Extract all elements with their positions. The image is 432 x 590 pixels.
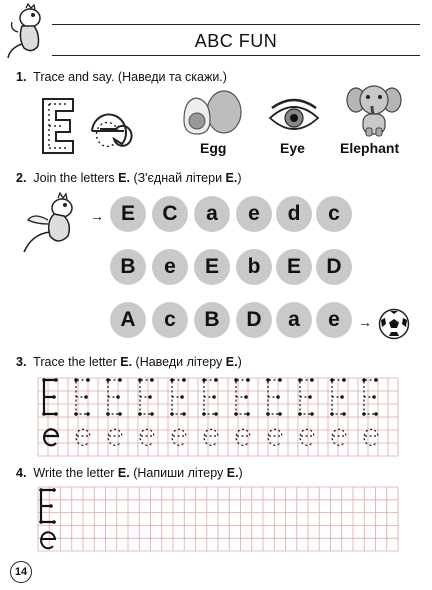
picture-label-egg: Egg [200,140,227,156]
egg-icon [180,90,244,138]
dragon-icon [18,192,82,256]
end-arrow-icon: → [358,314,372,330]
page-title: ABC FUN [194,31,278,51]
soccer-ball-icon [378,308,410,340]
maze-letter-circle: E [276,249,312,285]
maze-letter-circle: D [316,249,352,285]
trace-letter-e[interactable] [298,378,314,445]
maze-letter-circle: e [236,196,272,232]
picture-label-elephant: Elephant [340,140,400,156]
task-2-instruction: 2. Join the letters E. (З'єднай літери E.) [16,171,242,185]
maze-letter-circle: e [316,302,352,338]
maze-letter-circle: B [110,249,146,285]
writing-practice-grid[interactable] [38,487,398,551]
dotted-capital-e-icon [40,96,76,156]
trace-letter-e[interactable] [266,378,282,445]
maze-letter-circle: B [194,302,230,338]
maze-letter-circle: D [236,302,272,338]
picture-label-eye: Eye [280,140,305,156]
task-1-instruction: 1. Trace and say. (Наведи та скажи.) [16,70,227,84]
trace-letter-grid [38,378,398,456]
trace-letter-e[interactable] [42,378,58,445]
maze-letter-circle: a [276,302,312,338]
start-arrow-icon: → [90,208,104,224]
eye-icon [268,100,320,136]
trace-letter-e[interactable] [106,378,122,445]
maze-letter-circle: e [152,249,188,285]
maze-letter-circle: E [110,196,146,232]
trace-letter-e[interactable] [362,378,378,445]
maze-letter-circle: C [152,196,188,232]
trace-letter-e[interactable] [138,378,154,445]
dragon-mascot-icon [4,4,50,62]
page-number: 14 [10,561,32,583]
maze-letter-circle: a [194,196,230,232]
maze-letter-circle: A [110,302,146,338]
maze-letter-circle: E [194,249,230,285]
maze-letter-circle: c [316,196,352,232]
maze-letter-circle: b [236,249,272,285]
maze-letter-circle: c [152,302,188,338]
task-4-instruction: 4. Write the letter E. (Напиши літеру E.) [16,466,243,480]
maze-letter-circle: d [276,196,312,232]
elephant-icon [346,82,402,138]
task-3-instruction: 3. Trace the letter E. (Наведи літеру E.) [16,355,242,369]
sample-letter-e [39,488,56,548]
dotted-small-e-icon [86,108,130,154]
trace-letter-e[interactable] [202,378,218,445]
